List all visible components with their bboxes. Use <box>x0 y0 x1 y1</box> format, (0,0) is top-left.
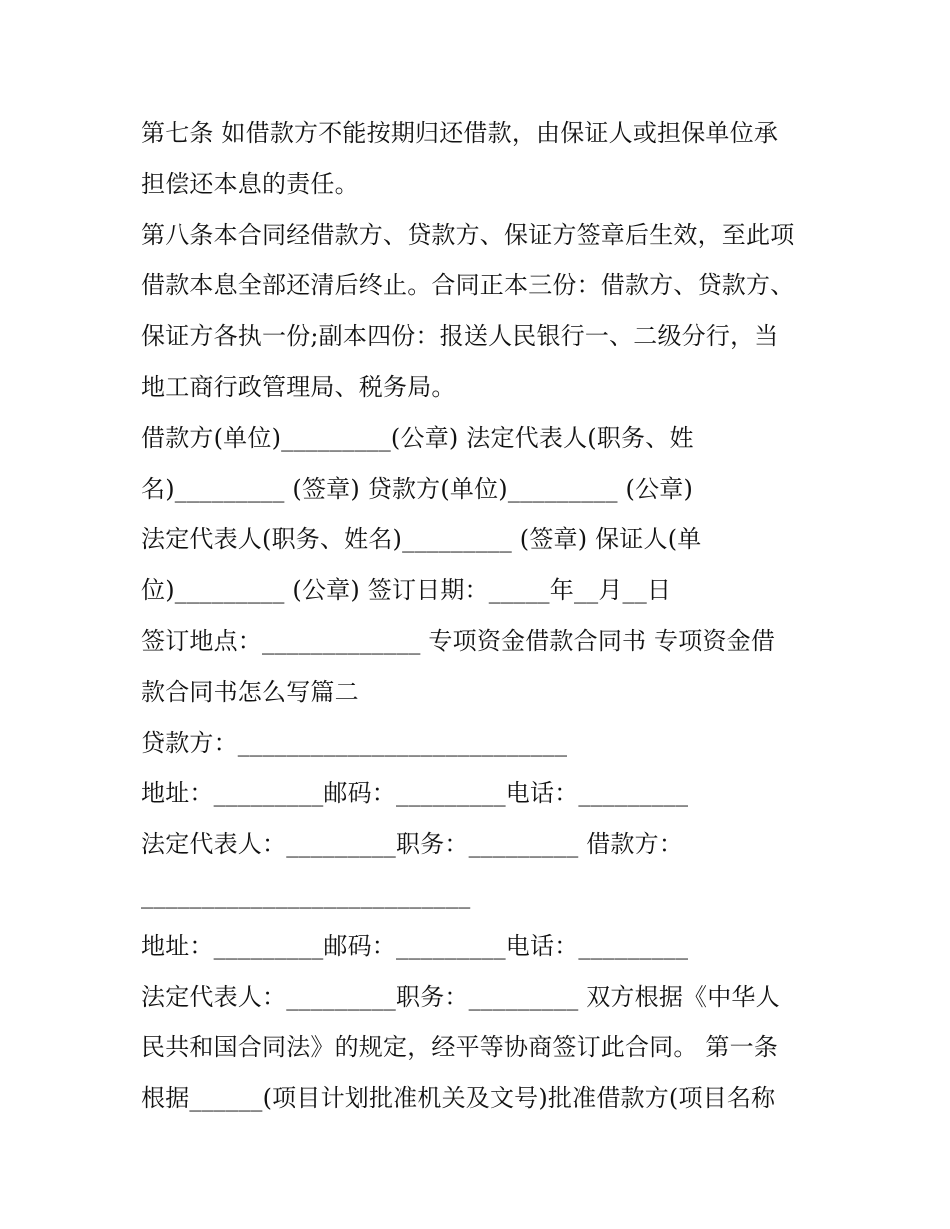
signature-borrower-line: 借款方(单位)_________(公章) 法定代表人(职务、姓 <box>141 423 694 452</box>
article-7-line-2: 担偿还本息的责任。 <box>141 169 359 198</box>
borrower-field-line: ___________________________ <box>141 880 471 909</box>
contract-text-body <box>141 108 841 1124</box>
article-8-line-1: 第八条本合同经借款方、贷款方、保证方签章后生效，至此项 <box>141 220 795 249</box>
signature-lender-line: 名)_________ (签章) 贷款方(单位)_________ (公章) <box>141 474 694 503</box>
contract-law-line: 民共和国合同法》的规定，经平等协商签订此合同。 第一条 <box>141 1033 779 1062</box>
lender-representative-line: 法定代表人：_________职务：_________ 借款方： <box>141 830 684 859</box>
signing-date-line: 位)_________ (公章) 签订日期：_____年__月__日 <box>141 576 672 605</box>
lender-field-line: 贷款方：___________________________ <box>141 728 568 757</box>
article-8-line-4: 地工商行政管理局、税务局。 <box>141 372 456 401</box>
lender-address-line: 地址：_________邮码：_________电话：_________ <box>141 779 689 808</box>
signing-place-line: 签订地点：_____________ 专项资金借款合同书 专项资金借 <box>141 626 776 655</box>
article-8-line-2: 借款本息全部还清后终止。合同正本三份：借款方、贷款方、 <box>141 271 795 300</box>
article-1-line: 根据______(项目计划批准机关及文号)批准借款方(项目名称 <box>141 1084 776 1113</box>
borrower-representative-line: 法定代表人：_________职务：_________ 双方根据《中华人 <box>141 982 780 1011</box>
section-two-heading: 款合同书怎么写篇二 <box>141 677 359 706</box>
article-8-line-3: 保证方各执一份;副本四份：报送人民银行一、二级分行，当 <box>141 322 779 351</box>
signature-representative-line: 法定代表人(职务、姓名)_________ (签章) 保证人(单 <box>141 525 702 554</box>
borrower-address-line: 地址：_________邮码：_________电话：_________ <box>141 931 689 960</box>
article-7-line-1: 第七条 如借款方不能按期归还借款，由保证人或担保单位承 <box>141 119 779 147</box>
